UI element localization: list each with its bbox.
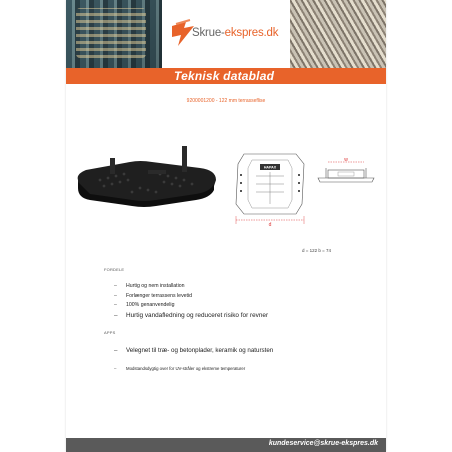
title-bar — [66, 68, 386, 84]
brand-name-prefix: Skrue- — [192, 27, 225, 39]
footer-bar — [66, 438, 386, 452]
list-item: – Forlænger terrassens levetid — [114, 292, 268, 302]
tools-photo — [66, 0, 162, 68]
brand-name-accent: ekspres.dk — [224, 27, 279, 39]
section-label-apps: APPS — [104, 330, 116, 335]
applications-list — [114, 346, 273, 373]
product-subtitle: 9200001200 - 122 mm terrasseflise — [186, 98, 266, 104]
list-item: – 100% genanvendelig — [114, 301, 268, 311]
dimension-w-label: w — [344, 157, 348, 163]
screws-photo — [290, 0, 386, 68]
brand-name — [192, 27, 278, 39]
list-item: – Hurtig og nem installation — [114, 282, 268, 292]
dimensions-text: d = 122 b = 74 — [302, 248, 332, 253]
header-banner — [66, 0, 386, 68]
side-view-drawing — [314, 156, 378, 186]
datasheet-page — [66, 0, 386, 452]
top-view-drawing — [226, 144, 316, 226]
list-item: – Hurtig vandafledning og reduceret risiko for revner — [114, 311, 268, 321]
section-label-fordele: FORDELE — [104, 267, 125, 272]
product-pedestal-image — [70, 140, 220, 210]
benefits-list — [114, 282, 268, 321]
page-title: Teknisk datablad — [174, 69, 275, 83]
footer-email-link[interactable]: kundeservice@skrue-ekspres.dk — [268, 440, 378, 447]
dimension-d-label: d — [268, 222, 272, 226]
list-item: – Velegnet til træ- og betonplader, keramik og natursten — [114, 346, 273, 356]
list-item: – Modstandsdygtig over for UV-stråler og ekstreme temperaturer — [114, 365, 273, 373]
drawing-brand-mark: HAPAX — [263, 165, 277, 170]
